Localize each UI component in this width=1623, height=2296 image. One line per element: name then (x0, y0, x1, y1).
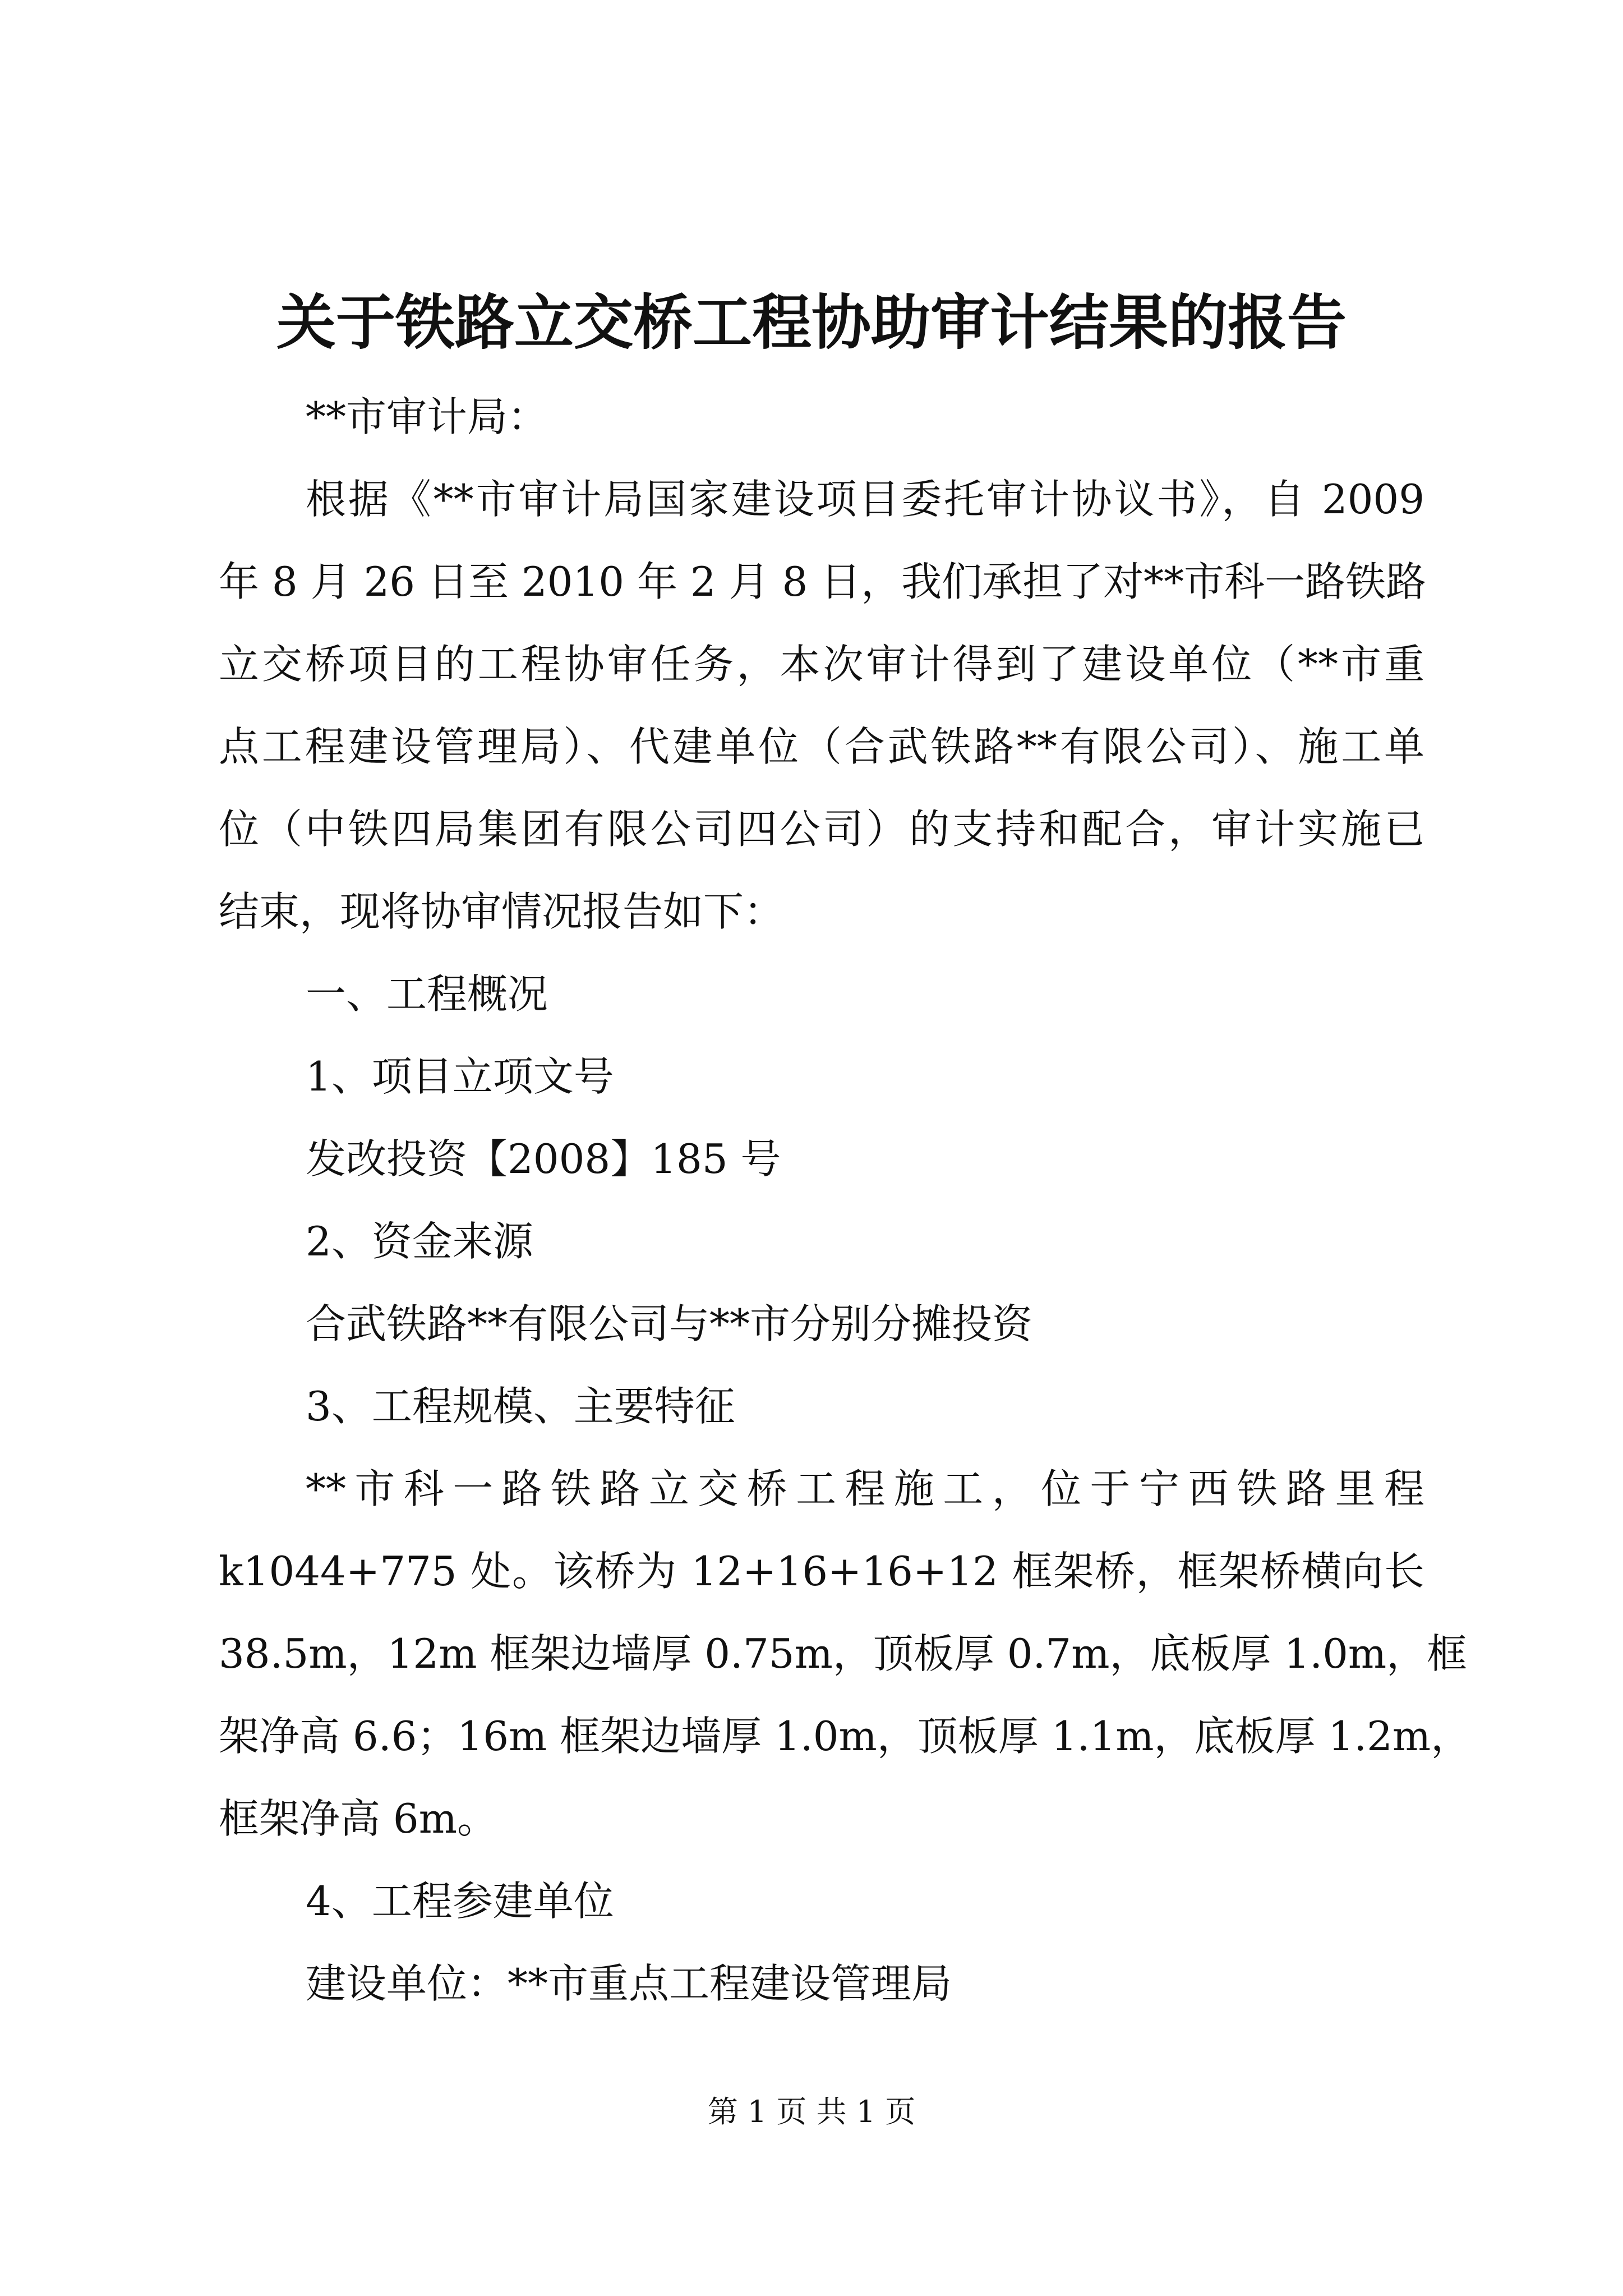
paragraph-line: 38.5m，12m 框架边墙厚 0.75m，顶板厚 0.7m，底板厚 1.0m，框 (219, 1630, 1468, 1677)
paragraph-line: 根据《**市审计局国家建设项目委托审计协议书》，自 2009 (306, 476, 1424, 523)
subsection-heading: 2、资金来源 (306, 1218, 533, 1265)
paragraph-line: 点工程建设管理局）、代建单位（合武铁路**有限公司）、施工单 (219, 723, 1424, 770)
paragraph-line: 年 8 月 26 日至 2010 年 2 月 8 日，我们承担了对**市科一路铁路 (219, 558, 1427, 605)
paragraph-line: 合武铁路**有限公司与**市分别分摊投资 (306, 1300, 1033, 1347)
subsection-heading: 4、工程参建单位 (306, 1878, 614, 1925)
subsection-heading: 1、项目立项文号 (306, 1053, 614, 1100)
document-body (219, 376, 1472, 2025)
document-title: 关于铁路立交桥工程协助审计结果的报告 (276, 287, 1347, 357)
paragraph-line: 立交桥项目的工程协审任务，本次审计得到了建设单位（**市重 (219, 641, 1424, 688)
paragraph-line: 结束，现将协审情况报告如下： (219, 888, 785, 935)
subsection-heading: 3、工程规模、主要特征 (306, 1383, 735, 1430)
paragraph-line: 位（中铁四局集团有限公司四公司）的支持和配合，审计实施已 (219, 806, 1424, 853)
paragraph-line: 发改投资【2008】185 号 (306, 1135, 781, 1182)
paragraph-line: 架净高 6.6；16m 框架边墙厚 1.0m，顶板厚 1.1m，底板厚 1.2m， (219, 1713, 1472, 1760)
paragraph-line: k1044+775 处。该桥为 12+16+16+12 框架桥，框架桥横向长 (219, 1548, 1424, 1595)
paragraph-line: 建设单位：**市重点工程建设管理局 (306, 1960, 952, 2007)
paragraph-line: **市科一路铁路立交桥工程施工，位于宁西铁路里程 (306, 1465, 1424, 1512)
section-heading: 一、工程概况 (306, 970, 548, 1018)
page-number-footer: 第 1 页 共 1 页 (707, 2094, 916, 2129)
addressee-line: **市审计局： (306, 393, 548, 440)
paragraph-line: 框架净高 6m。 (219, 1795, 497, 1842)
